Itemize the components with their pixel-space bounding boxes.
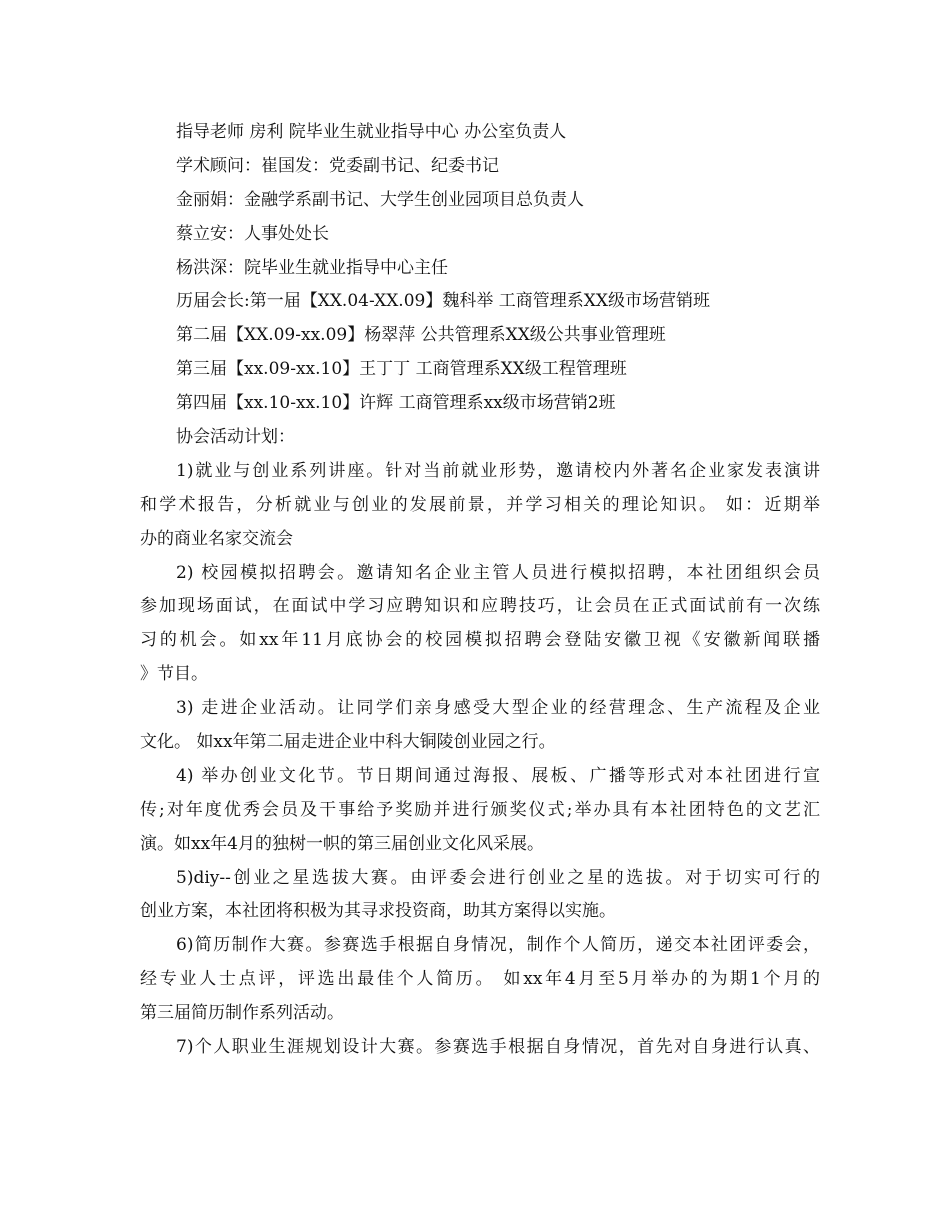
- text-line: 蔡立安：人事处处长: [176, 223, 329, 244]
- text-line: 7)个人职业生涯规划设计大赛。参赛选手根据自身情况，首先对自身进行认真、: [176, 1037, 820, 1058]
- text-line: 3) 走进企业活动。让同学们亲身感受大型企业的经营理念、生产流程及企业: [176, 698, 820, 719]
- text-line: 演。如xx年4月的独树一帜的第三届创业文化风采展。: [140, 833, 544, 854]
- document-body: [140, 116, 820, 1065]
- text-line: 5)diy--创业之星选拔大赛。由评委会进行创业之星的选拔。对于切实可行的: [176, 867, 820, 888]
- text-line: 第二届【XX.09-xx.09】杨翠萍 公共管理系XX级公共事业管理班: [176, 325, 666, 346]
- text-line: 传;对年度优秀会员及干事给予奖励并进行颁奖仪式;举办具有本社团特色的文艺汇: [140, 799, 820, 820]
- text-line: 和学术报告，分析就业与创业的发展前景，并学习相关的理论知识。 如：近期举: [140, 494, 820, 515]
- text-line: 第三届简历制作系列活动。: [140, 1003, 344, 1024]
- text-line: 创业方案，本社团将积极为其寻求投资商，助其方案得以实施。: [140, 901, 616, 922]
- text-line: 4) 举办创业文化节。节日期间通过海报、展板、广播等形式对本社团进行宣: [176, 765, 820, 786]
- text-line: 协会活动计划：: [176, 427, 295, 448]
- text-line: 第三届【xx.09-xx.10】王丁丁 工商管理系XX级工程管理班: [176, 359, 627, 380]
- text-line: 习的机会。如xx年11月底协会的校园模拟招聘会登陆安徽卫视《安徽新闻联播: [140, 630, 820, 651]
- text-line: 1)就业与创业系列讲座。针对当前就业形势，邀请校内外著名企业家发表演讲: [176, 460, 820, 481]
- text-line: 指导老师 房利 院毕业生就业指导中心 办公室负责人: [176, 122, 567, 142]
- text-line: 参加现场面试，在面试中学习应聘知识和应聘技巧，让会员在正式面试前有一次练: [140, 596, 820, 617]
- text-line: 第四届【xx.10-xx.10】许辉 工商管理系xx级市场营销2班: [176, 393, 616, 414]
- text-line: 历届会长:第一届【XX.04-XX.09】魏科举 工商管理系XX级市场营销班: [176, 291, 710, 312]
- text-line: 6)简历制作大赛。参赛选手根据自身情况，制作个人简历，递交本社团评委会，: [176, 935, 820, 956]
- text-line: 杨洪深：院毕业生就业指导中心主任: [176, 257, 448, 278]
- text-line: 2) 校园模拟招聘会。邀请知名企业主管人员进行模拟招聘，本社团组织会员: [176, 562, 820, 583]
- text-line: 》节目。: [140, 664, 208, 685]
- text-line: 学术顾问：崔国发：党委副书记、纪委书记: [176, 155, 499, 176]
- text-line: 经专业人士点评，评选出最佳个人简历。 如xx年4月至5月举办的为期1个月的: [140, 969, 820, 990]
- text-line: 金丽娟：金融学系副书记、大学生创业园项目总负责人: [176, 189, 584, 210]
- text-line: 办的商业名家交流会: [140, 528, 293, 549]
- text-line: 文化。 如xx年第二届走进企业中科大铜陵创业园之行。: [140, 732, 556, 753]
